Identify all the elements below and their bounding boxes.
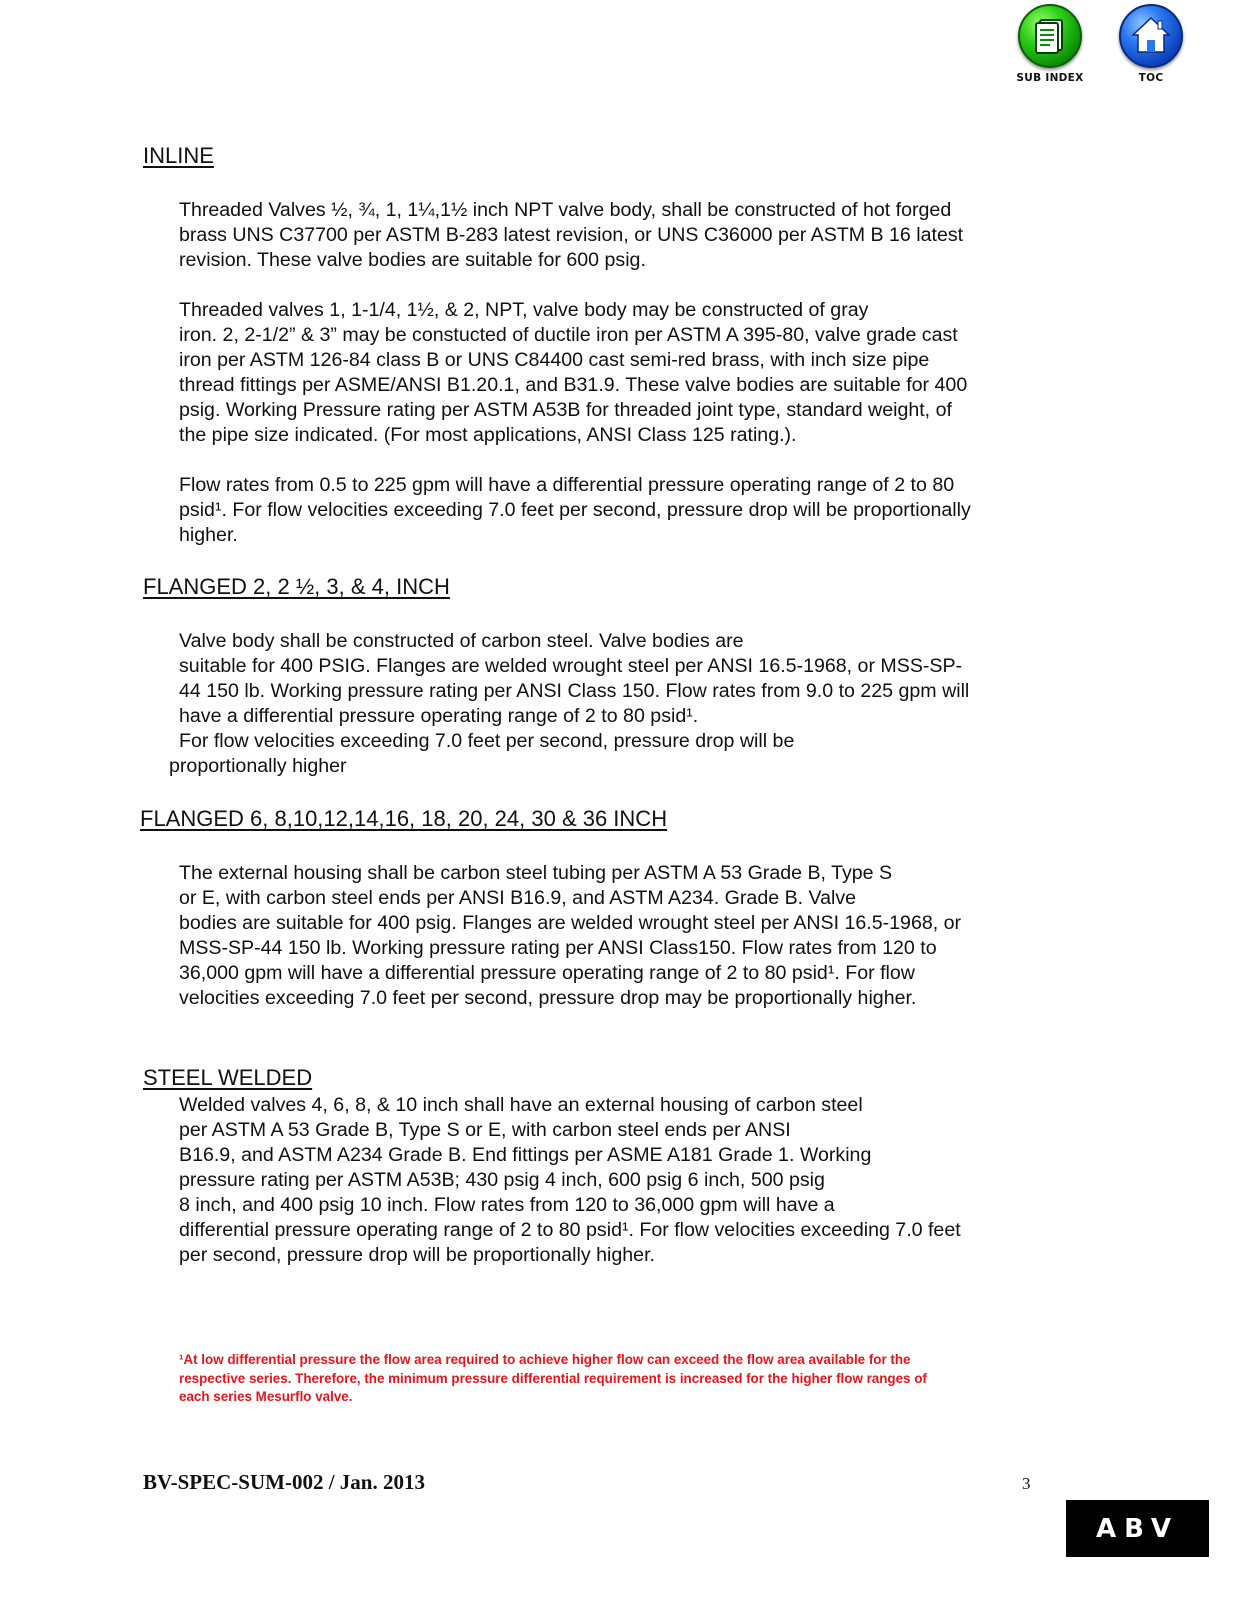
- text-line: MSS-SP-44 150 lb. Working pressure rating per ANSI Class150. Flow rates from 120 to: [179, 937, 937, 959]
- text-line: thread fittings per ASME/ANSI B1.20.1, and B31.9. These valve bodies are suitable for 400: [179, 374, 968, 396]
- text-line: Flow rates from 0.5 to 225 gpm will have a differential pressure operating range of 2 to 80: [179, 474, 955, 496]
- text-line: iron per ASTM 126-84 class B or UNS C84400 cast semi-red brass, with inch size pipe: [179, 349, 930, 371]
- text-line: Threaded Valves ½, ¾, 1, 1¼,1½ inch NPT valve body, shall be constructed of hot forged: [179, 199, 952, 221]
- text-line: bodies are suitable for 400 psig. Flanges are welded wrought steel per ANSI 16.5-1968, or: [179, 912, 962, 934]
- document-id: BV-SPEC-SUM-002 / Jan. 2013: [143, 1470, 425, 1494]
- paragraph-flanged-large: [179, 861, 1079, 1011]
- home-icon: [1119, 4, 1183, 68]
- footnote-line: respective series. Therefore, the minimum pressure differential requirement is increased for the higher flow ranges of: [179, 1370, 927, 1386]
- text-line: Threaded valves 1, 1-1/4, 1½, & 2, NPT, valve body may be constructed of gray: [179, 299, 869, 321]
- page-number: 3: [1022, 1474, 1031, 1493]
- text-line: psig. Working Pressure rating per ASTM A53B for threaded joint type, standard weight, of: [179, 399, 952, 421]
- text-line: 36,000 gpm will have a differential pressure operating range of 2 to 80 psid¹. For flow: [179, 962, 915, 984]
- document-list-icon: [1018, 4, 1082, 68]
- text-line: For flow velocities exceeding 7.0 feet per second, pressure drop will be: [179, 730, 795, 752]
- text-line: brass UNS C37700 per ASTM B-283 latest revision, or UNS C36000 per ASTM B 16 latest: [179, 224, 964, 246]
- text-line: revision. These valve bodies are suitable for 600 psig.: [179, 249, 646, 271]
- paragraph-inline-threaded-iron: [179, 298, 1079, 448]
- footnote-line: each series Mesurflo valve.: [179, 1389, 353, 1404]
- text-line: proportionally higher: [169, 755, 347, 777]
- footnote-line: ¹At low differential pressure the flow area required to achieve higher flow can exceed the flow area available for the: [179, 1352, 911, 1367]
- text-line: the pipe size indicated. (For most applications, ANSI Class 125 rating.).: [179, 424, 797, 446]
- paragraph-inline-threaded-brass: [179, 198, 1079, 273]
- text-line: B16.9, and ASTM A234 Grade B. End fittings per ASME A181 Grade 1. Working: [179, 1144, 872, 1166]
- paragraph-steel-welded: [179, 1093, 1079, 1268]
- brand-logo: ABV: [1066, 1500, 1209, 1557]
- text-line: Welded valves 4, 6, 8, & 10 inch shall have an external housing of carbon steel: [179, 1094, 863, 1116]
- text-line: suitable for 400 PSIG. Flanges are welded wrought steel per ANSI 16.5-1968, or MSS-SP-: [179, 655, 963, 677]
- section-heading-flanged-small: FLANGED 2, 2 ½, 3, & 4, INCH: [143, 574, 450, 599]
- sub-index-button[interactable]: [1010, 4, 1090, 84]
- text-line: per second, pressure drop will be proportionally higher.: [179, 1244, 655, 1266]
- text-line: higher.: [179, 524, 238, 546]
- text-line: velocities exceeding 7.0 feet per second, pressure drop may be proportionally higher.: [179, 987, 917, 1009]
- toc-label: TOC: [1138, 72, 1164, 84]
- section-heading-steel-welded: STEEL WELDED: [143, 1065, 313, 1090]
- paragraph-inline-flow-rates: [179, 473, 1079, 548]
- text-line: psid¹. For flow velocities exceeding 7.0 feet per second, pressure drop will be proportionally: [179, 499, 971, 521]
- text-line: per ASTM A 53 Grade B, Type S or E, with carbon steel ends per ANSI: [179, 1119, 791, 1141]
- toc-button[interactable]: [1111, 4, 1191, 84]
- text-line: have a differential pressure operating range of 2 to 80 psid¹.: [179, 705, 699, 727]
- text-line: pressure rating per ASTM A53B; 430 psig 4 inch, 600 psig 6 inch, 500 psig: [179, 1169, 825, 1191]
- text-line: Valve body shall be constructed of carbon steel. Valve bodies are: [179, 630, 744, 652]
- sub-index-label: SUB INDEX: [1016, 72, 1084, 84]
- section-heading-inline: INLINE: [143, 143, 214, 168]
- text-line: iron. 2, 2-1/2” & 3” may be constucted of ductile iron per ASTM A 395-80, valve grade cast: [179, 324, 958, 346]
- text-line: or E, with carbon steel ends per ANSI B16.9, and ASTM A234. Grade B. Valve: [179, 887, 857, 909]
- text-line: 44 150 lb. Working pressure rating per ANSI Class 150. Flow rates from 9.0 to 225 gpm will: [179, 680, 970, 702]
- section-heading-flanged-large: FLANGED 6, 8,10,12,14,16, 18, 20, 24, 30 & 36 INCH: [140, 806, 668, 831]
- text-line: differential pressure operating range of 2 to 80 psid¹. For flow velocities exceeding 7.0 feet: [179, 1219, 961, 1241]
- footnote: [179, 1351, 1079, 1407]
- text-line: 8 inch, and 400 psig 10 inch. Flow rates from 120 to 36,000 gpm will have a: [179, 1194, 835, 1216]
- paragraph-flanged-small: [169, 629, 1079, 779]
- text-line: The external housing shall be carbon steel tubing per ASTM A 53 Grade B, Type S: [179, 862, 893, 884]
